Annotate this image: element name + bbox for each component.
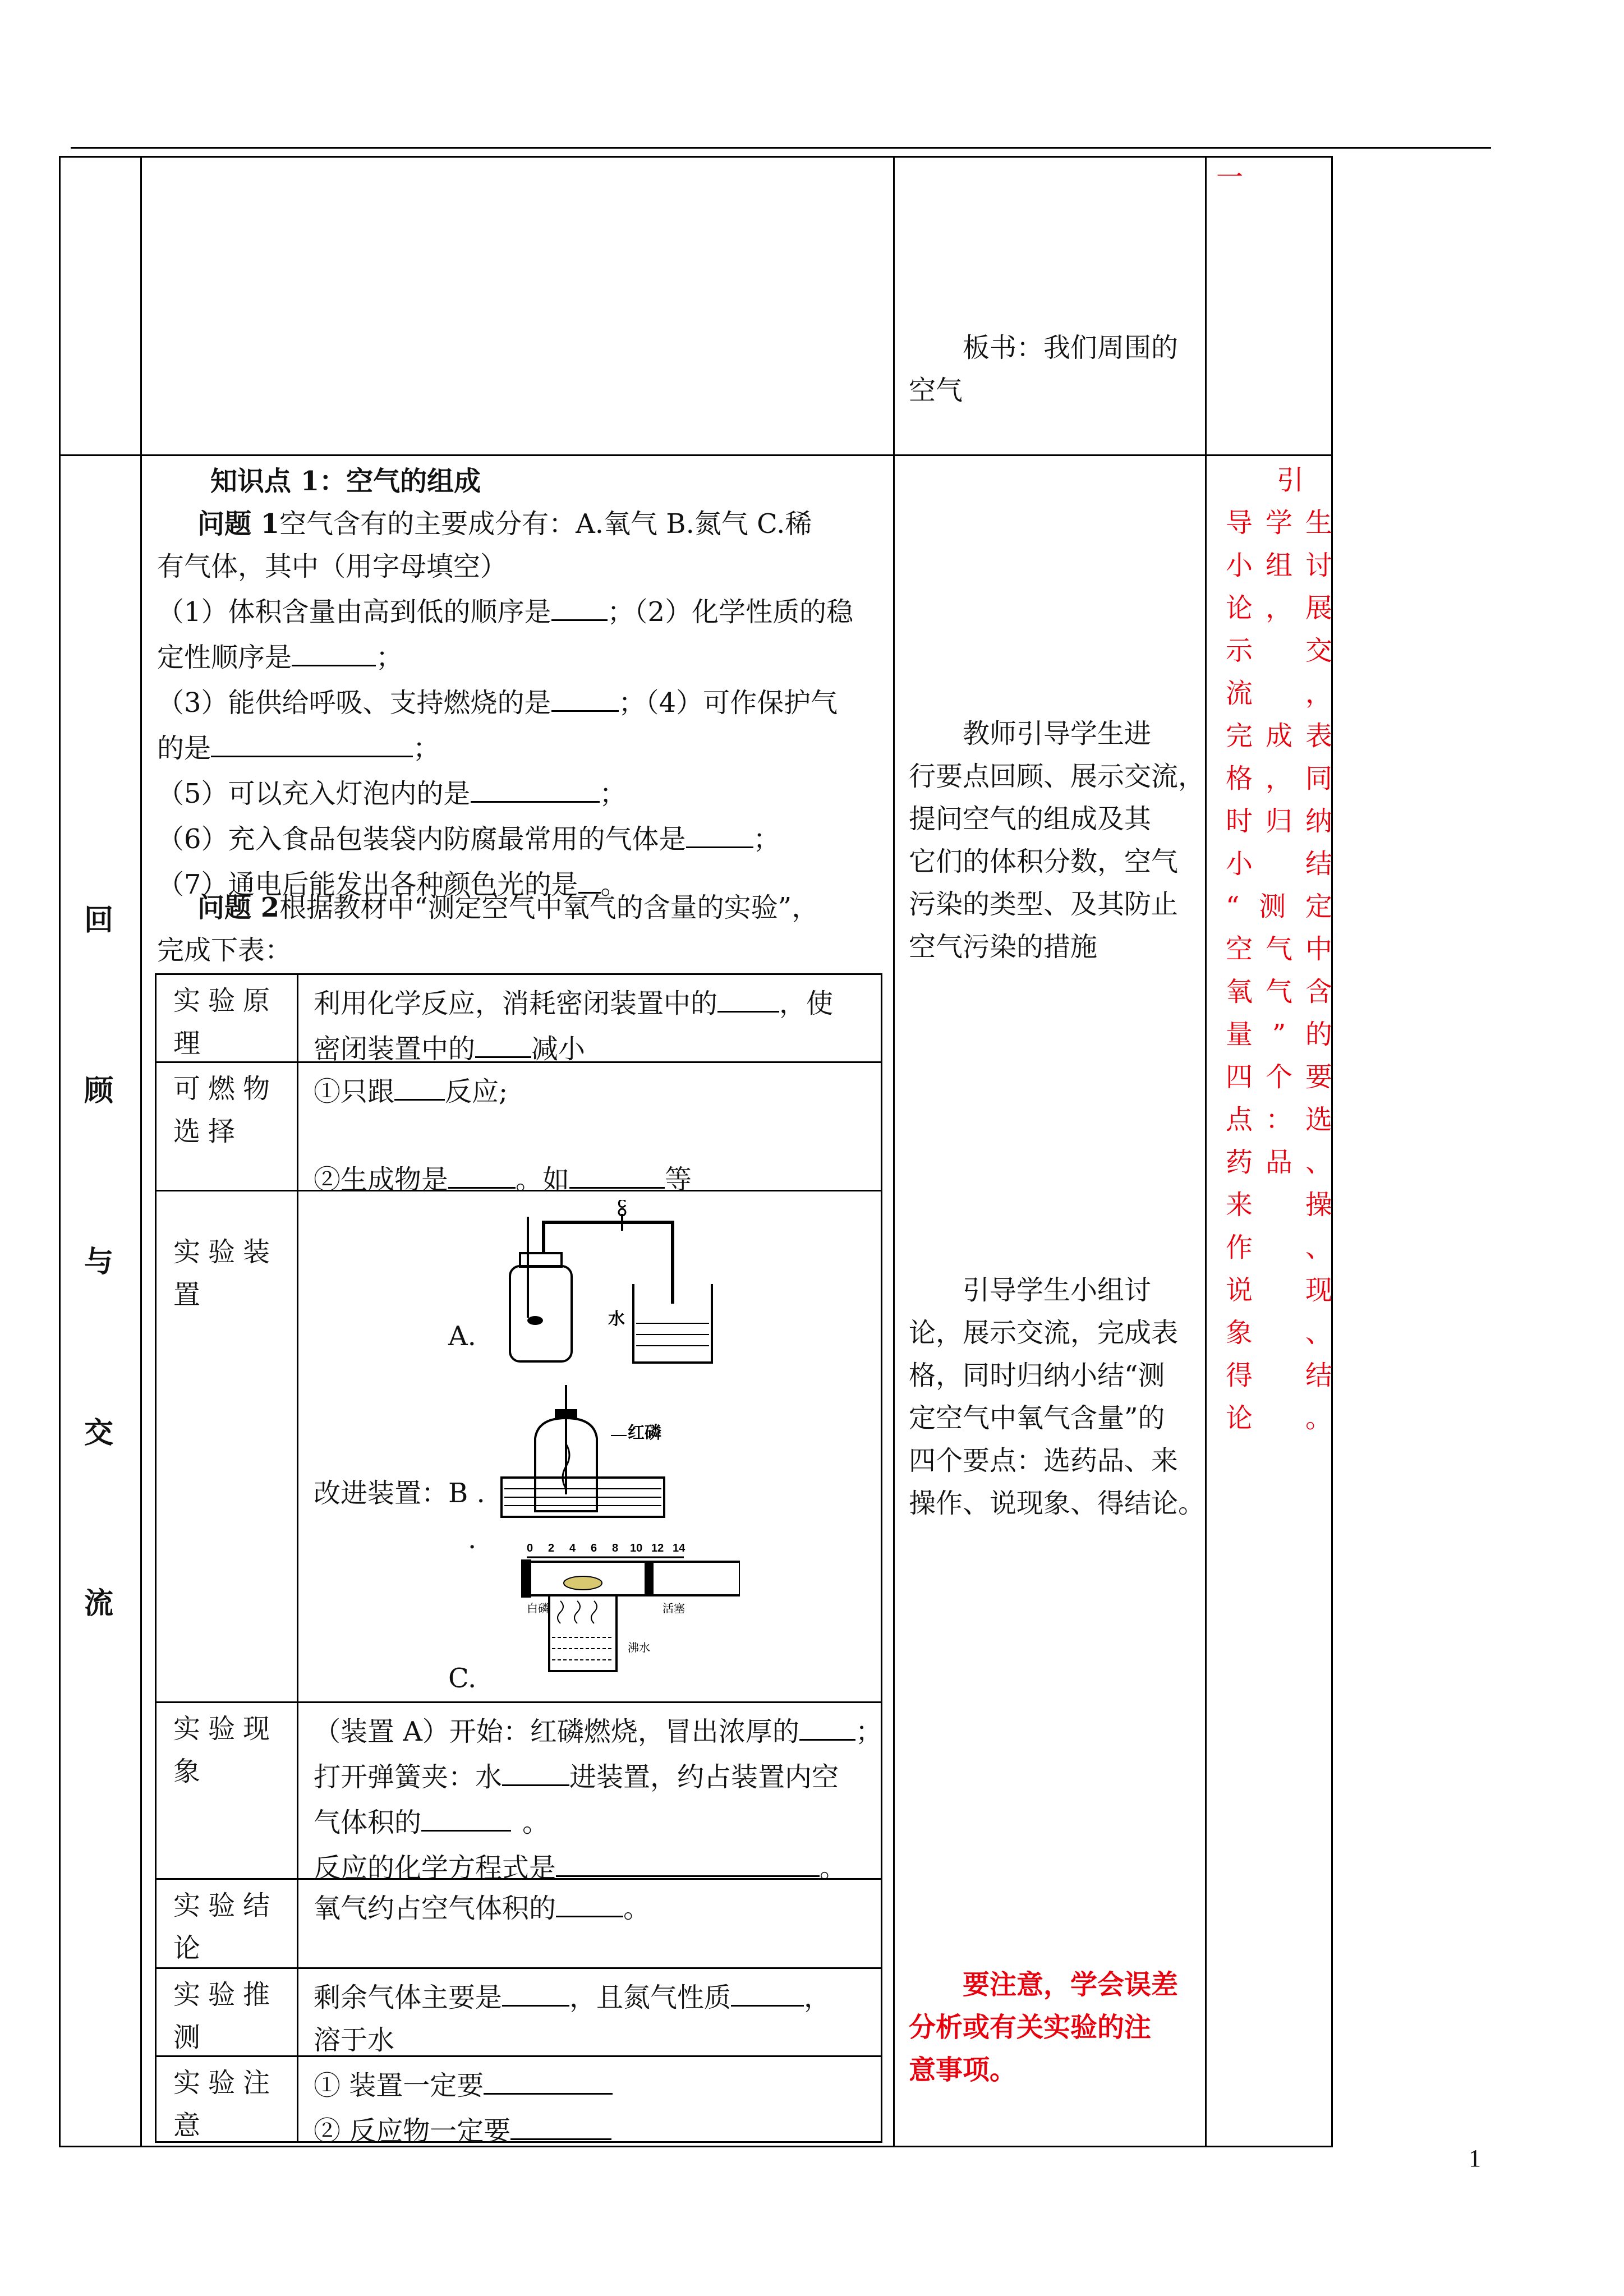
teacher-activity-1: 教师引导学生进 行要点回顾、展示交流， 提问空气的组成及其 它们的体积分数，空气 污染的类型、及其防止 空气污染的措施 [909, 718, 1206, 963]
scale-10: 10 [630, 1542, 643, 1554]
apparatus-label: 实验装置 [173, 1236, 278, 1310]
section-label-4: 交 [84, 1416, 114, 1450]
white-phosphorus-label: 白磷 [527, 1602, 549, 1615]
red-phosphorus-label: 红磷 [628, 1423, 661, 1443]
water-label: 水 [608, 1309, 625, 1329]
conclusion-content: 氧气约占空气体积的 。 [314, 1884, 650, 1930]
design-intent: 引 导学生 小组讨 论，展 示交流， 完成表 格，同 时归纳 小 结 “测定 空气中 氧气含 量”的 四个要 点：选 药品、 来操作、 说现象、 得结论。 [1226, 464, 1332, 1434]
knowledge-title: 知识点 1：空气的组成 [210, 466, 481, 497]
teacher-activity-2: 引导学生小组讨 论，展示交流，完成表 格，同时归纳小结“测 定空气中氧气含量”的 四个要点：选药品、来 操作、说现象、得结论。 [909, 1274, 1206, 1519]
inference-label: 实验推测 [173, 1979, 278, 2053]
section-label-3: 与 [84, 1245, 114, 1279]
apparatus-a-diagram [493, 1200, 729, 1368]
table-row-divider [59, 454, 1333, 456]
apparatus-b-diagram [499, 1382, 757, 1528]
question-1-items: （1）体积含量由高到低的顺序是 ；（2）化学性质的稳 定性顺序是 ； （3）能供给呼吸、支持燃烧的是 ；（4）可作保护气 的是 ； （5）可以充入灯泡内的是 ； （6）充入食品包装袋内防腐最常用的气体是 ； （7）通电后能发出各种颜色光的是 。 [157, 588, 853, 906]
scale-6: 6 [591, 1542, 597, 1554]
board-text: 板书：我们周围的 空气 [909, 332, 1179, 406]
scale-0: 0 [527, 1542, 533, 1554]
scale-12: 12 [651, 1542, 664, 1554]
apparatus-a-label: A. [448, 1320, 476, 1352]
scale-2: 2 [548, 1542, 555, 1554]
notes-content: ① 装置一定要 ② 反应物一定要 [314, 2062, 613, 2152]
apparatus-b-dot: . [468, 1524, 477, 1555]
table-border-top [59, 156, 1333, 158]
phenomenon-content: （装置 A）开始：红磷燃烧，冒出浓厚的 ； 打开弹簧夹：水 进装置，约占装置内空 气体积的 。 反应的化学方程式是 。 [314, 1708, 882, 1889]
experiment-row-conclusion [155, 1878, 882, 1969]
phenomenon-label: 实验现象 [173, 1713, 278, 1787]
scale-14: 14 [673, 1542, 686, 1554]
teacher-note: 要注意，学会误差 分析或有关实验的注 意事项。 [909, 1969, 1179, 2086]
section-label-1: 回 [84, 903, 114, 937]
question-1: 问题 1空气含有的主要成分有：A.氧气 B.氮气 C.稀 有气体，其中（用字母填空） [157, 508, 812, 582]
apparatus-c-label: C. [448, 1663, 477, 1694]
experiment-row-principle [155, 973, 882, 1063]
header-rule [71, 147, 1491, 149]
apparatus-c-diagram [504, 1539, 740, 1674]
boiling-water-label: 沸水 [628, 1641, 650, 1654]
experiment-row-fuel [155, 1061, 882, 1195]
experiment-row-notes [155, 2055, 882, 2147]
notes-label: 实验注意 [173, 2067, 278, 2141]
apparatus-b-label: 改进装置：B . [314, 1478, 485, 1509]
question-2-label: 问题 2 [197, 892, 280, 923]
experiment-row-inference [155, 1967, 882, 2057]
inference-content: 剩余气体主要是 ，且氮气性质 ， 溶于水 [314, 1973, 831, 2062]
scale-8: 8 [612, 1542, 619, 1554]
piston-label: 活塞 [663, 1602, 685, 1615]
fuel-content: ①只跟 反应; ②生成物是 。如 等 [314, 1068, 692, 1201]
question-2: 问题 2根据教材中“测定空气中氧气的含量的实验”， 完成下表： [157, 892, 819, 966]
page-number: 1 [1469, 2145, 1481, 2172]
conclusion-label: 实验结论 [173, 1890, 278, 1964]
principle-label: 实验原理 [173, 985, 278, 1059]
question-1-label: 问题 1 [197, 508, 280, 540]
principle-content: 利用化学反应，消耗密闭装置中的 ，使 密闭装置中的 减小 [314, 979, 833, 1070]
fuel-label: 可燃物选择 [173, 1073, 278, 1147]
experiment-row-phenomenon [155, 1701, 882, 1884]
clip-label: C [618, 1200, 627, 1211]
experiment-row-apparatus [155, 1190, 882, 1703]
section-label-5: 流 [84, 1586, 114, 1621]
scale-4: 4 [569, 1542, 576, 1554]
section-label-2: 顾 [84, 1074, 114, 1108]
top-row-note: 一 [1216, 162, 1244, 193]
